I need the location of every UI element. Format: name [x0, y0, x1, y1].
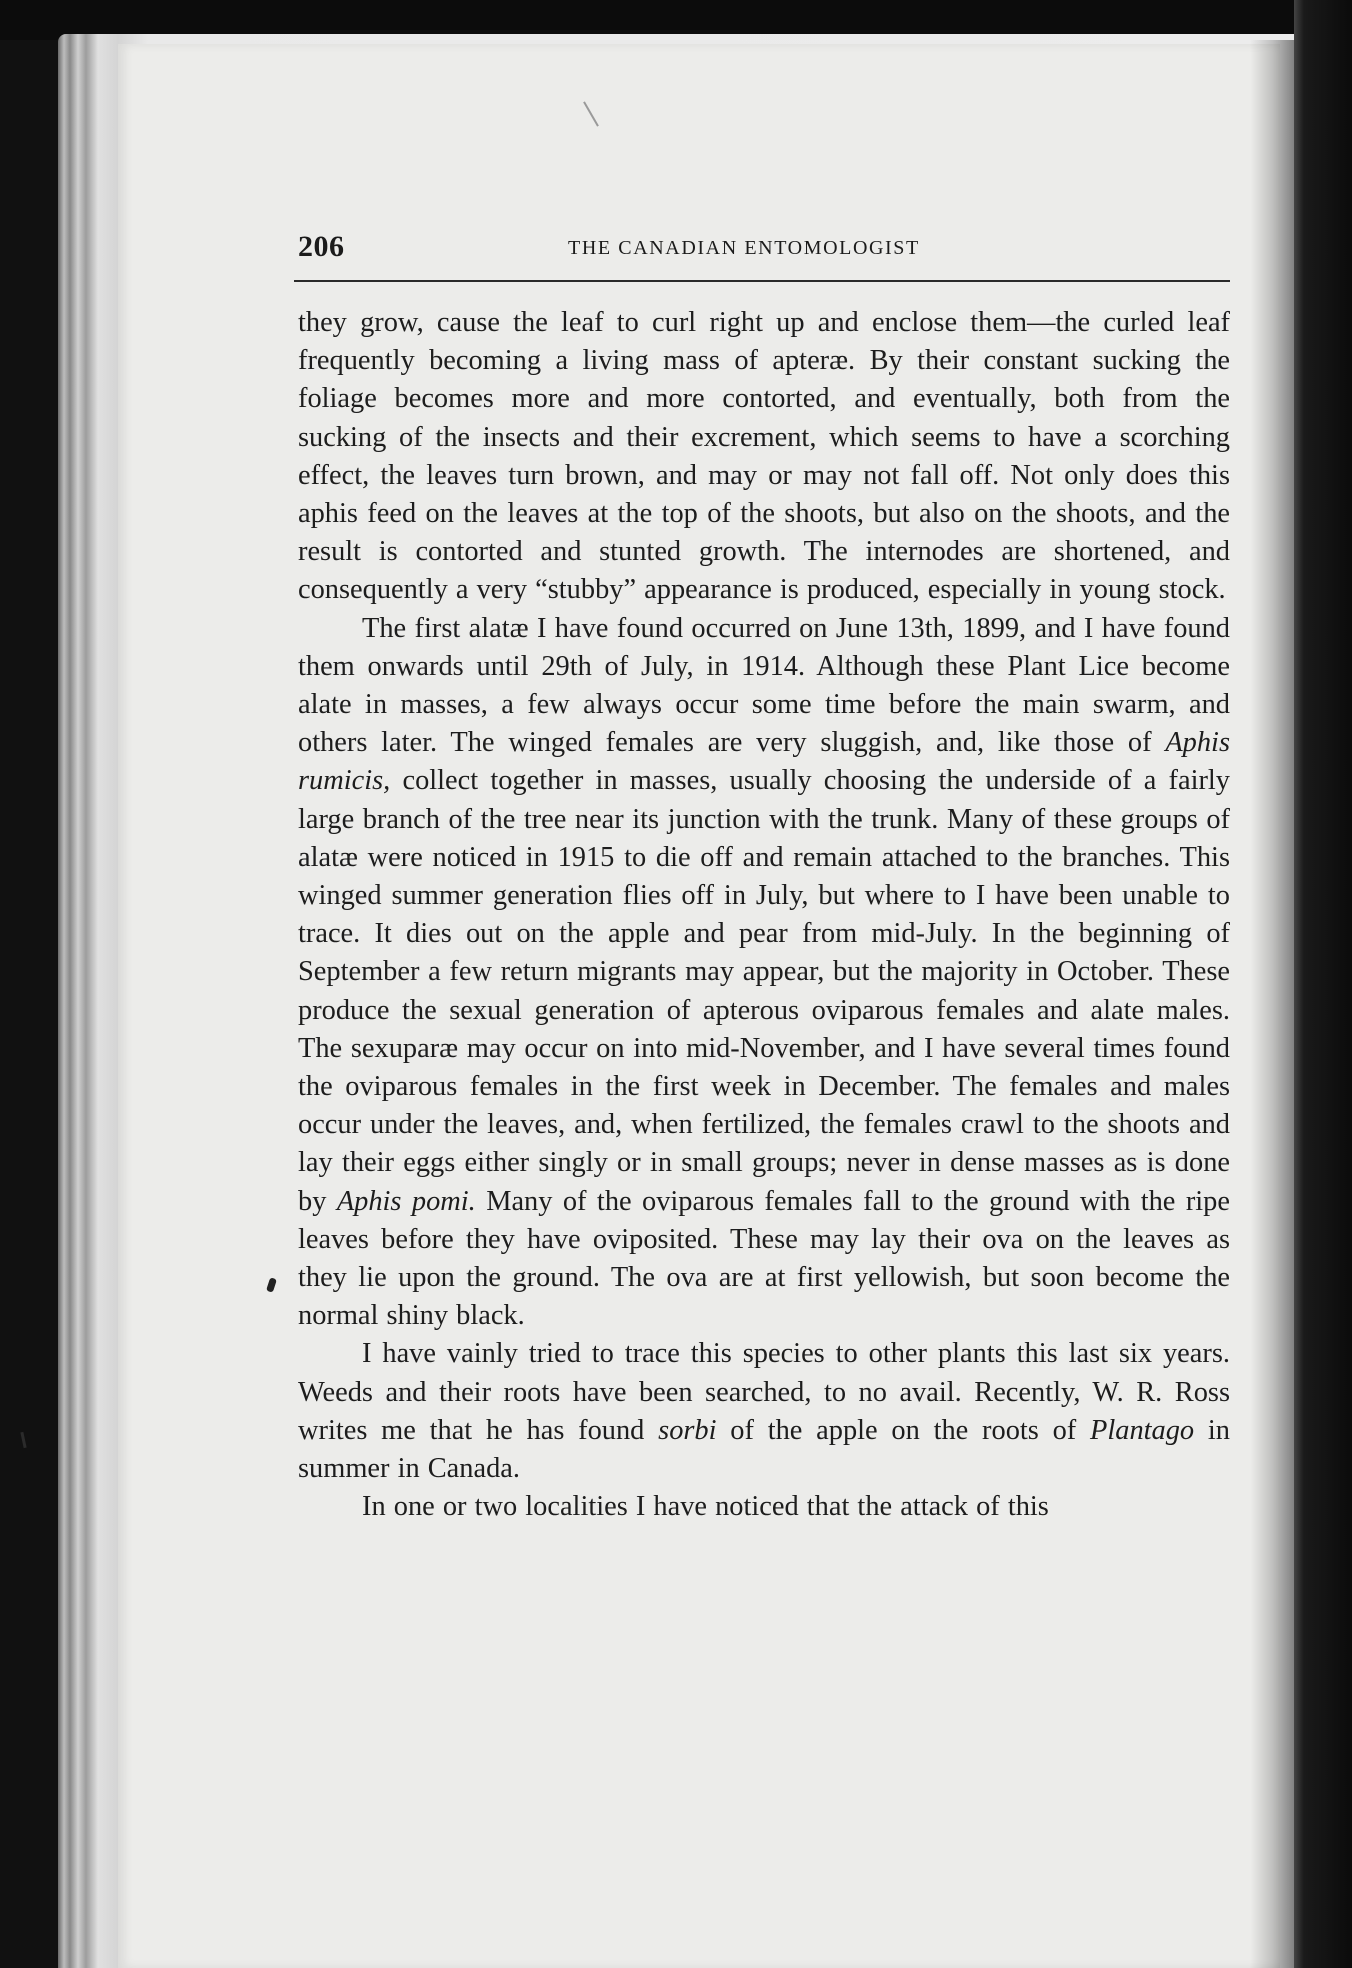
- paragraph-3-text-b: of the apple on the roots of: [716, 1414, 1091, 1446]
- journal-title: THE CANADIAN ENTOMOLOGIST: [568, 237, 920, 259]
- paragraph-2-text-a: The first alatæ I have found occurred on June 13th, 1899, and I have found them onwards until 29th of July, in 1914. Although these Plant Lice become alate in masses, a few always occur some time before the main swarm, and others later. The winged females are very sluggish, and, like those of: [298, 612, 1230, 759]
- paragraph-3-text-a: I have vainly tried to trace this species to other plants this last six years. Weeds and their roots have been searched, to no avail. Recently, W. R. Ross writes me that he has found: [298, 1338, 1230, 1446]
- paragraph-1: [298, 304, 1230, 610]
- species-name-sorbi: sorbi: [658, 1414, 717, 1446]
- genus-name-plantago: Plantago: [1090, 1414, 1195, 1446]
- paragraph-2-text-b: collect together in masses, usually choosing the underside of a fairly large branch of the tree near its junction with the trunk. Many of these groups of alatæ were noticed in 1915 to die off and remain attached to the branches. This winged summer generation flies off in July, but where to I have been unable to trace. It dies out on the apple and pear from mid-July. In the beginning of September a few return migrants may appear, but the majority in October. These produce the sexual generation of apterous oviparous females and alate males. The sexuparæ may occur on into mid-November, and I have several times found the oviparous females in the first week in December. The females and males occur under the leaves, and, when fertilized, the females crawl to the shoots and lay their eggs either singly or in small groups; never in dense masses as is done by: [298, 765, 1230, 1217]
- species-name-aphis-pomi: Aphis pomi.: [336, 1185, 476, 1217]
- paragraph-2-text-c: Many of the oviparous females fall to the ground with the ripe leaves before they have oviposited. These may lay their ova on the leaves as they lie upon the ground. The ova are at first yellowish, but soon become the normal shiny black.: [298, 1185, 1230, 1332]
- paragraph-3: [298, 1335, 1230, 1488]
- page-number: 206: [298, 230, 345, 263]
- margin-mark: [20, 1432, 26, 1448]
- paragraph-2: [298, 610, 1230, 1336]
- header-rule: [294, 280, 1230, 282]
- running-head: [298, 230, 1230, 270]
- paragraph-3-text-c: in summer in Canada.: [298, 1414, 1230, 1485]
- paragraph-1-text: they grow, cause the leaf to curl right up and enclose them—the curled leaf frequently becoming a living mass of apteræ. By their constant sucking the foliage becomes more and more contorted, and eventually, both from the sucking of the insects and their excrement, which seems to have a scorching effect, the leaves turn brown, and may or may not fall off. Not only does this aphis feed on the leaves at the top of the shoots, but also on the shoots, and the result is contorted and stunted growth. The internodes are shortened, and consequently a very “stubby” appearance is produced, especially in young stock.: [298, 307, 1230, 606]
- article-body: [298, 304, 1230, 1527]
- binding-shadow: [1250, 40, 1294, 1968]
- paragraph-4: [298, 1488, 1230, 1526]
- paragraph-4-text: In one or two localities I have noticed that the attack of this: [362, 1491, 1049, 1523]
- species-name-aphis-rumicis: Aphis rumicis,: [298, 727, 1230, 797]
- scan-background-right: [1294, 0, 1352, 1968]
